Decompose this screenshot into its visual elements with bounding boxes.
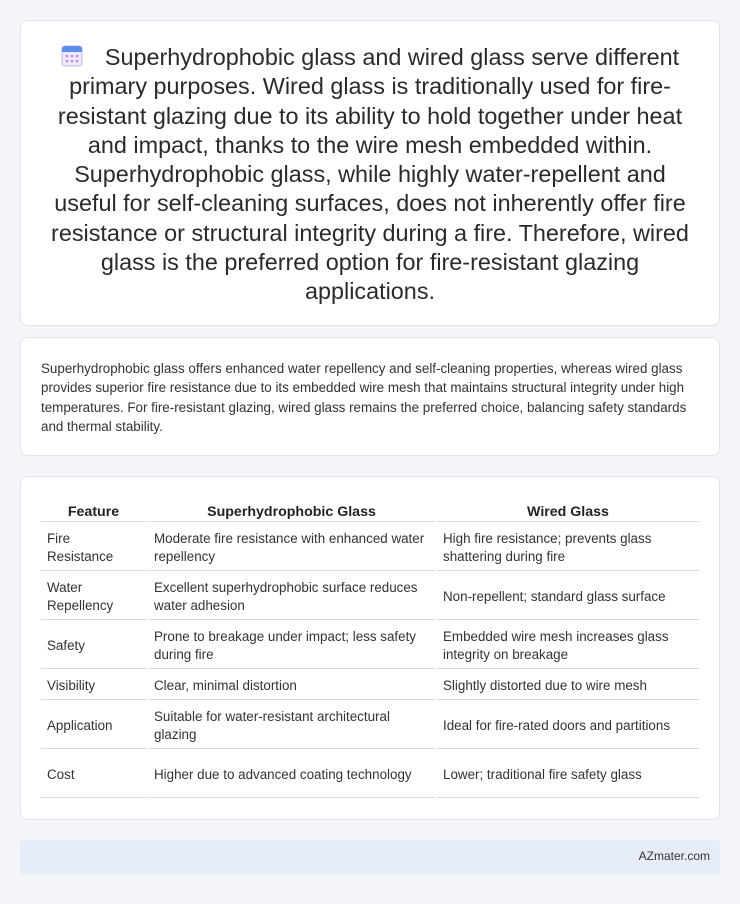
row-superhydrophobic: Prone to breakage under impact; less safety during fire [148,622,435,669]
row-feature: Application [41,702,146,749]
table-row [41,573,699,620]
row-feature: Fire Resistance [41,524,146,571]
table-row [41,671,699,700]
row-feature: Visibility [41,671,146,700]
footer-site-link[interactable]: AZmater.com [638,849,710,863]
header-feature: Feature [41,501,146,522]
table-row [41,622,699,669]
row-feature: Safety [41,622,146,669]
table-row [41,702,699,749]
header-wired: Wired Glass [437,501,699,522]
row-wired: Slightly distorted due to wire mesh [437,671,699,700]
row-wired: Lower; traditional fire safety glass [437,751,699,798]
row-wired: Embedded wire mesh increases glass integrity on breakage [437,622,699,669]
row-superhydrophobic: Moderate fire resistance with enhanced water repellency [148,524,435,571]
table-row [41,751,699,798]
row-superhydrophobic: Higher due to advanced coating technology [148,751,435,798]
header-superhydrophobic: Superhydrophobic Glass [148,501,435,522]
comparison-card [20,476,720,820]
comparison-table [39,499,701,800]
row-superhydrophobic: Suitable for water-resistant architectural glazing [148,702,435,749]
footer-bar [20,840,720,874]
row-superhydrophobic: Clear, minimal distortion [148,671,435,700]
summary-card [20,337,720,456]
row-feature: Cost [41,751,146,798]
summary-text: Superhydrophobic glass offers enhanced water repellency and self-cleaning properties, whereas wired glass provides superior fire resistance due to its embedded wire mesh that maintains structural integrity under high temperatures. For fire-resistant glazing, wired glass remains the preferred choice, balancing safety standards and thermal stability. [41,361,687,435]
row-wired: Ideal for fire-rated doors and partitions [437,702,699,749]
row-wired: High fire resistance; prevents glass shattering during fire [437,524,699,571]
calendar-icon [61,43,83,67]
table-header-row [41,501,699,522]
answer-body: Superhydrophobic glass and wired glass serve different primary purposes. Wired glass is traditionally used for fire-resistant glazing due to its ability to hold together under heat and impact, thanks to the wire mesh embedded within. Superhydrophobic glass, while highly water-repellent and useful for self-cleaning surfaces, does not inherently offer fire resistance or structural integrity during a fire. Therefore, wired glass is the preferred option for fire-resistant glazing applications. [51,44,689,305]
table-row [41,524,699,571]
row-feature: Water Repellency [41,573,146,620]
row-wired: Non-repellent; standard glass surface [437,573,699,620]
row-superhydrophobic: Excellent superhydrophobic surface reduces water adhesion [148,573,435,620]
answer-text [41,43,699,307]
answer-card [20,20,720,326]
